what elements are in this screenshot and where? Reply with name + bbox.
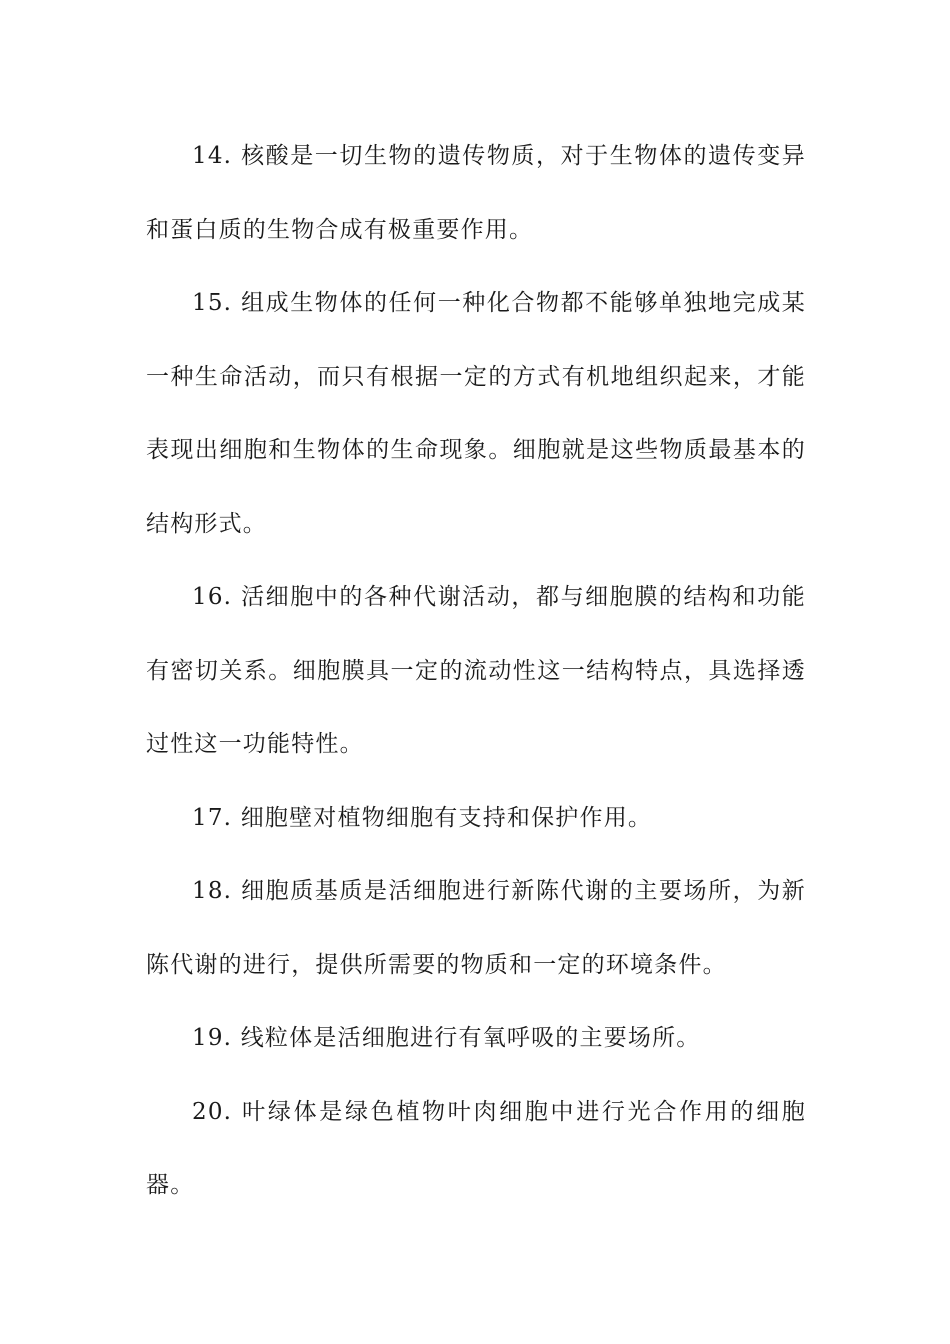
document-body — [146, 120, 806, 1223]
paragraph-17: 17. 细胞壁对植物细胞有支持和保护作用。 — [192, 804, 653, 831]
paragraph-18: 18. 细胞质基质是活细胞进行新陈代谢的主要场所，为新陈代谢的进行，提供所需要的物质和一定的环境条件。 — [146, 878, 806, 978]
paragraph-20: 20. 叶绿体是绿色植物叶肉细胞中进行光合作用的细胞器。 — [146, 1098, 806, 1198]
paragraph-16: 16. 活细胞中的各种代谢活动，都与细胞膜的结构和功能有密切关系。细胞膜具一定的流动性这一结构特点，具选择透过性这一功能特性。 — [146, 584, 806, 757]
paragraph-14: 14. 核酸是一切生物的遗传物质，对于生物体的遗传变异和蛋白质的生物合成有极重要作用。 — [146, 143, 806, 243]
paragraph-15: 15. 组成生物体的任何一种化合物都不能够单独地完成某一种生命活动，而只有根据一定的方式有机地组织起来，才能表现出细胞和生物体的生命现象。细胞就是这些物质最基本的结构形式。 — [146, 290, 806, 537]
paragraph-19: 19. 线粒体是活细胞进行有氧呼吸的主要场所。 — [192, 1025, 701, 1051]
